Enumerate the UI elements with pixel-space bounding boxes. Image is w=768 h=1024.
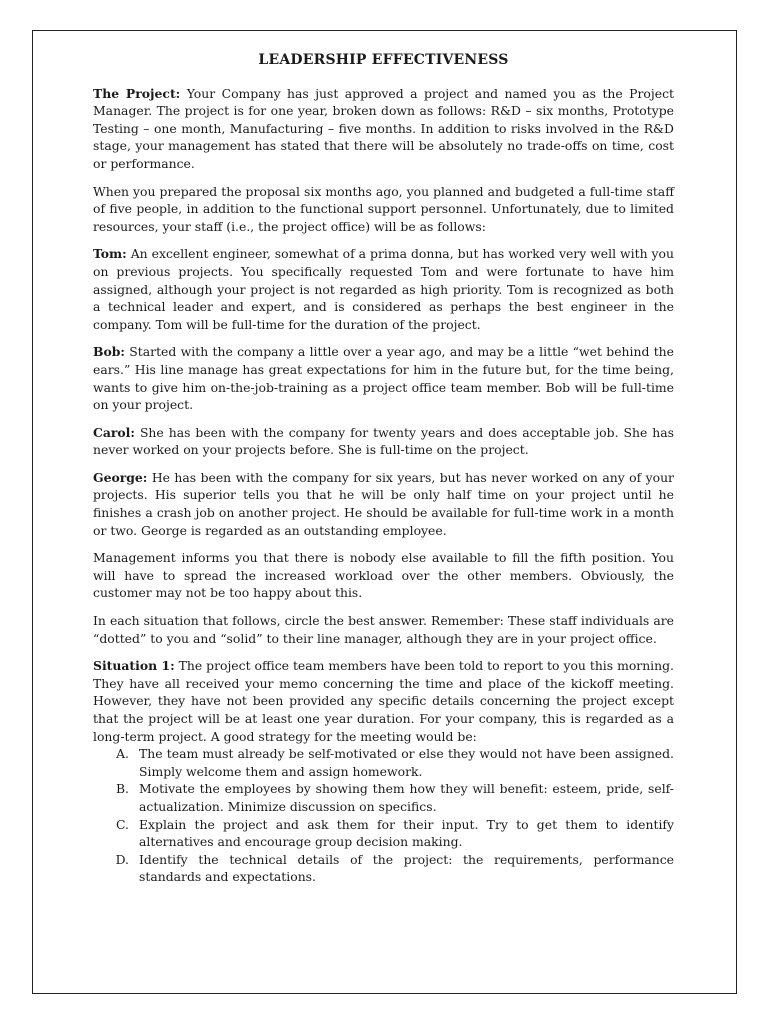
paragraph-staff-tom	[93, 245, 674, 333]
answer-options	[93, 745, 674, 886]
paragraph-project	[93, 85, 674, 173]
paragraph-instructions: In each situation that follows, circle the best answer. Remember: These staff individuals are “dotted” to you and “solid” to their line manager, although they are in your project office.	[93, 613, 674, 646]
option-text: Identify the technical details of the project: the requirements, performance standards and expectations.	[139, 851, 674, 885]
paragraph-proposal: When you prepared the proposal six months ago, you planned and budgeted a full-time staff of five people, in addition to the functional support personnel. Unfortunately, due to limited resources, your staff (i.e., the project office) will be as follows:	[93, 183, 674, 234]
answer-option-c	[93, 816, 674, 851]
paragraph-text: The project office team members have been told to report to you this morning. They have all received your memo concerning the time and place of the kickoff meeting. However, they have not been provided any specific details concerning the project except that the project will be at least one year duration. For your company, this is regarded as a long-term project. A good strategy for the meeting would be:	[93, 658, 674, 744]
answer-option-a	[93, 745, 674, 780]
option-text: Motivate the employees by showing them how they will benefit: esteem, pride, self-actualization. Minimize discussion on specifics.	[139, 781, 674, 814]
paragraph-staff-bob	[93, 343, 674, 413]
option-letter: D.	[115, 851, 129, 867]
paragraph-text: He has been with the company for six years, but has never worked on any of your projects. His superior tells you that he will be only half time on your project until he finishes a crash job on another project. He should be available for full-time work in a month or two. George is regarded as an outstanding employee.	[93, 469, 674, 538]
document-title: LEADERSHIP EFFECTIVENESS	[258, 52, 509, 68]
option-text: The team must already be self-motivated or else they would not have been assigned. Simply welcome them and assign homework.	[139, 746, 674, 779]
option-letter: A.	[116, 746, 129, 762]
paragraph-lead: Carol:	[93, 424, 135, 440]
paragraph-situation-1	[93, 657, 674, 745]
paragraph-text: Started with the company a little over a year ago, and may be a little “wet behind the ears.” His line manage has great expectations for him in the future but, for the time being, wants to give him on-the-job-training as a project office team member. Bob will be full-time on your project.	[93, 344, 674, 413]
paragraph-management: Management informs you that there is nobody else available to fill the fifth position. You will have to spread the increased workload over the other members. Obviously, the customer may not be too happy about this.	[93, 550, 674, 601]
paragraph-lead: Bob:	[93, 344, 125, 360]
paragraph-staff-george	[93, 469, 674, 539]
paragraph-lead: Tom:	[93, 246, 127, 262]
option-letter: B.	[115, 781, 129, 797]
paragraph-staff-carol	[93, 424, 674, 459]
paragraph-text: Your Company has just approved a project and named you as the Project Manager. The project is for one year, broken down as follows: R&D – six months, Prototype Testing – one month, Manufacturing – five months. In addition to risks involved in the R&D stage, your management has stated that there will be absolutely no trade-offs on time, cost or performance.	[93, 85, 674, 171]
option-letter: C.	[116, 816, 129, 832]
option-text: Explain the project and ask them for their input. Try to get them to identify alternatives and encourage group decision making.	[139, 816, 674, 850]
document-body	[93, 52, 674, 886]
paragraph-lead: Situation 1:	[93, 658, 175, 674]
paragraph-text: She has been with the company for twenty years and does acceptable job. She has never worked on your projects before. She is full-time on the project.	[93, 424, 674, 458]
answer-option-d	[93, 851, 674, 886]
answer-option-b	[93, 780, 674, 815]
paragraph-text: An excellent engineer, somewhat of a prima donna, but has worked very well with you on previous projects. You specifically requested Tom and were fortunate to have him assigned, although your project is not regarded as high priority. Tom is recognized as both a technical leader and expert, and is considered as perhaps the best engineer in the company. Tom will be full-time for the duration of the project.	[93, 246, 674, 332]
paragraph-lead: The Project:	[93, 85, 181, 101]
paragraph-lead: George:	[93, 469, 148, 485]
